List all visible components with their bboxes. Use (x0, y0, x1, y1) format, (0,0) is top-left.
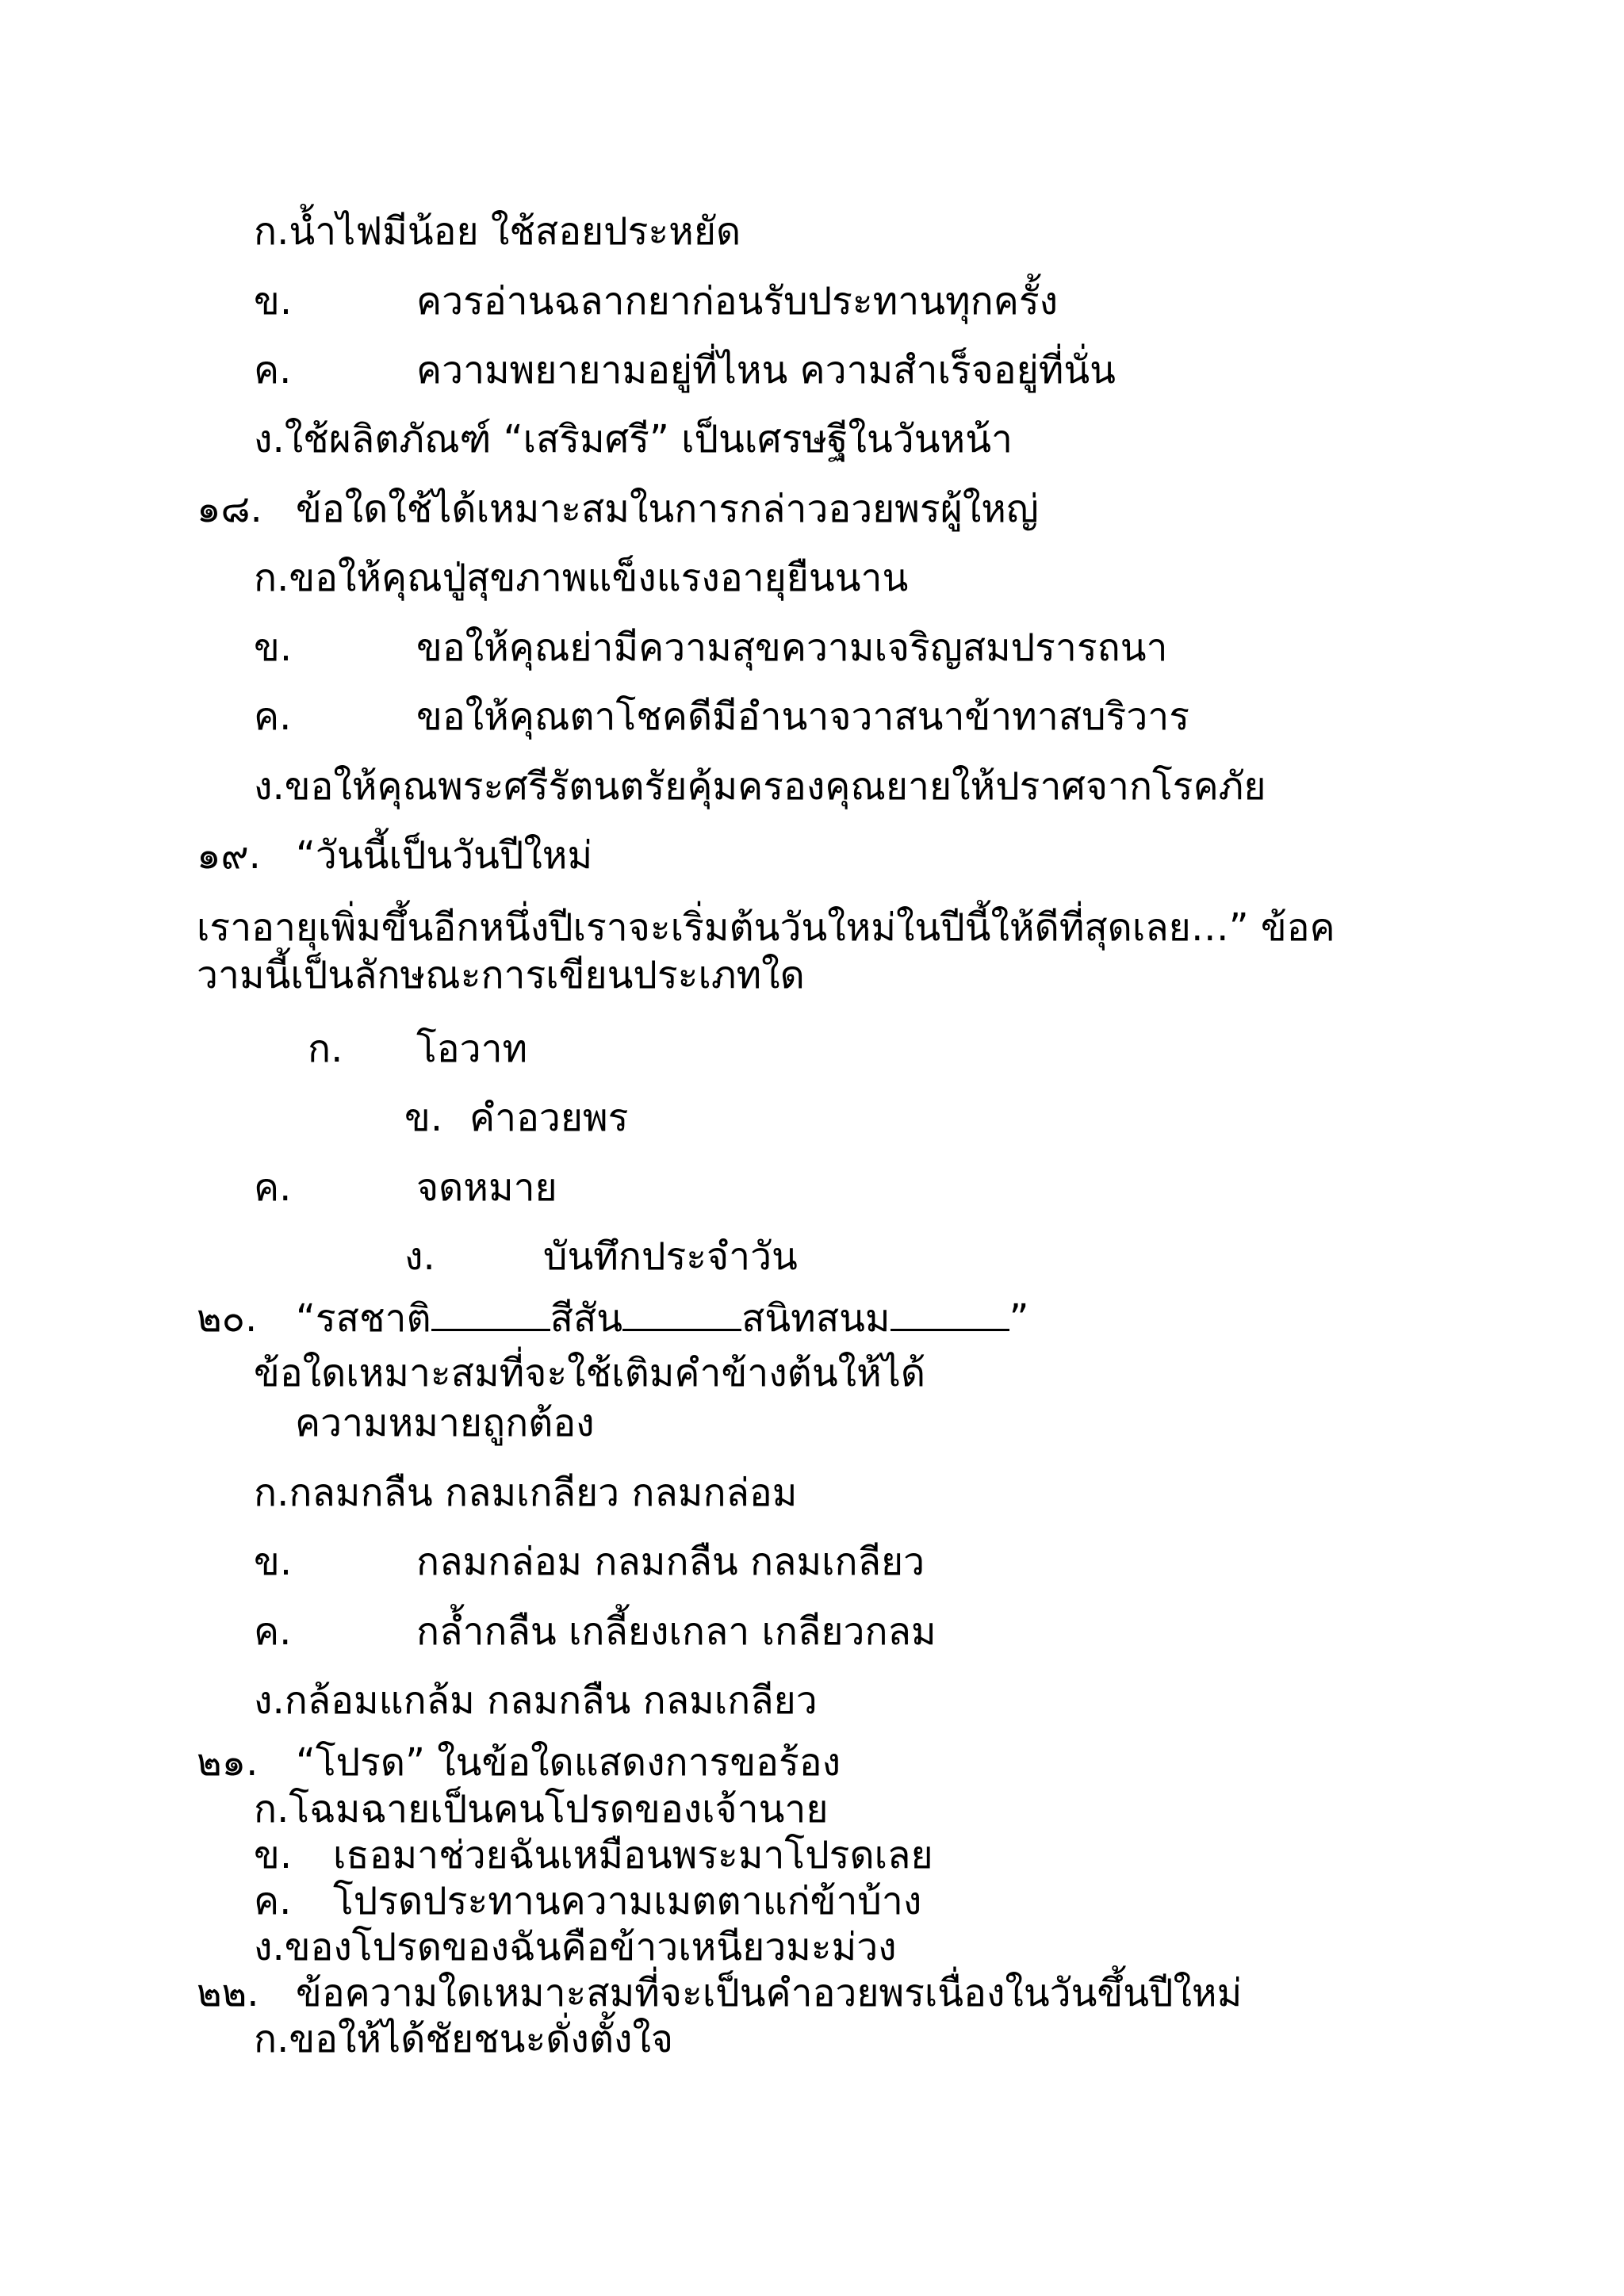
option-label: ก. (254, 556, 289, 600)
option-text: ของโปรดของฉันคือข้าวเหนียวมะม่วง (284, 1925, 897, 1969)
option-label: ก. (308, 1027, 343, 1071)
option-text: ควรอ่านฉลากยาก่อนรับประทานทุกครั้ง (416, 279, 1059, 323)
question-text: ความหมายถูกต้อง (295, 1401, 595, 1445)
option-text: ขอให้คุณปู่สุขภาพแข็งแรงอายุยืนนาน (289, 556, 909, 600)
question-segment: สนิทสนม (741, 1296, 891, 1341)
option-label: ข. (254, 1833, 293, 1877)
q20-option-b (254, 1538, 925, 1586)
q19-question-line2 (197, 904, 1335, 951)
option-label: ง. (254, 417, 285, 461)
question-number: ๑๙. (197, 833, 261, 878)
option-label: ง. (254, 1678, 285, 1723)
q20-question-line3 (295, 1399, 595, 1447)
question-text: วามนี้เป็นลักษณะการเขียนประเภทใด (197, 953, 805, 997)
q20-option-a (254, 1469, 797, 1517)
option-text: ขอให้ได้ชัยชนะดั่งตั้งใจ (289, 2017, 674, 2061)
q22-option-a (254, 2015, 673, 2063)
question-number: ๒๒. (197, 1971, 259, 2015)
option-label: ง. (404, 1234, 435, 1279)
option-label: ง. (254, 764, 285, 809)
option-label: ก. (254, 1471, 289, 1515)
question-text: “วันนี้เป็นวันปีใหม่ (296, 833, 593, 878)
q20-question-line2 (254, 1349, 925, 1397)
q19-option-a (308, 1025, 527, 1073)
option-label: ข. (404, 1096, 443, 1140)
option-label: ค. (254, 1609, 292, 1654)
option-text: กลมกล่อม กลมกลืน กลมเกลียว (416, 1540, 925, 1584)
q19-question-line3 (197, 951, 805, 999)
question-text: เราอายุเพิ่มขึ้นอีกหนึ่งปีเราจะเริ่มต้นวันใหม่ในปีนี้ให้ดีที่สุดเลย…” ข้อค (197, 905, 1335, 950)
option-text: น้ำไฟมีน้อย ใช้สอยประหยัด (289, 209, 741, 254)
option-label: ค. (254, 1165, 292, 1210)
question-segment: ” (1009, 1296, 1029, 1341)
question-text: “โปรด” ในข้อใดแสดงการขอร้อง (296, 1740, 841, 1785)
option-label: ค. (254, 348, 292, 392)
q17-option-b (254, 277, 1058, 325)
option-text: โอวาท (416, 1027, 528, 1071)
option-label: ข. (254, 279, 293, 323)
q19-option-d (404, 1233, 798, 1280)
q17-option-c (254, 346, 1116, 394)
option-label: ก. (254, 1787, 289, 1831)
q19-option-b (404, 1094, 628, 1142)
q18-question (197, 485, 1039, 533)
q22-question (197, 1969, 1242, 2017)
option-text: บันทึกประจำวัน (543, 1234, 798, 1279)
option-label: ข. (254, 1540, 293, 1584)
option-label: ก. (254, 209, 289, 254)
option-text: โฉมฉายเป็นคนโปรดของเจ้านาย (289, 1787, 829, 1831)
q20-option-d (254, 1677, 818, 1724)
q19-question-line1 (197, 832, 592, 879)
fill-blank-3 (891, 1294, 1009, 1331)
option-text: ขอให้คุณตาโชคดีมีอำนาจวาสนาข้าทาสบริวาร (416, 695, 1189, 739)
q18-option-b (254, 624, 1167, 672)
question-segment: “รสชาติ (296, 1296, 431, 1341)
q20-option-c (254, 1608, 936, 1655)
option-text: กล้ำกลืน เกลี้ยงเกลา เกลียวกลม (416, 1609, 936, 1654)
q21-option-d (254, 1923, 897, 1971)
option-label: ค. (254, 1879, 292, 1923)
q21-option-b (254, 1831, 933, 1879)
question-segment: สีสัน (550, 1296, 623, 1341)
option-text: กล้อมแกล้ม กลมกลืน กลมเกลียว (284, 1678, 818, 1723)
q21-question (197, 1739, 841, 1786)
q18-option-a (254, 554, 908, 602)
q19-option-c (254, 1164, 557, 1211)
q18-option-c (254, 693, 1189, 740)
option-text: ขอให้คุณพระศรีรัตนตรัยคุ้มครองคุณยายให้ปราศจากโรคภัย (284, 764, 1266, 809)
question-text: ข้อความใดเหมาะสมที่จะเป็นคำอวยพรเนื่องในวันขึ้นปีใหม่ (296, 1971, 1243, 2015)
option-text: จดหมาย (416, 1165, 557, 1210)
q21-option-a (254, 1785, 828, 1833)
option-text: เธอมาช่วยฉันเหมือนพระมาโปรดเลย (333, 1833, 933, 1877)
q18-option-d (254, 763, 1266, 810)
option-text: กลมกลืน กลมเกลียว กลมกล่อม (289, 1471, 798, 1515)
question-text: ข้อใดเหมาะสมที่จะใช้เติมคำข้างต้นให้ได้ (254, 1351, 926, 1395)
q21-option-c (254, 1877, 921, 1925)
option-label: ก. (254, 2017, 289, 2061)
question-text: ข้อใดใช้ได้เหมาะสมในการกล่าวอวยพรผู้ใหญ่ (296, 487, 1039, 531)
q17-option-d (254, 415, 1013, 463)
option-text: ใช้ผลิตภัณฑ์ “เสริมศรี” เป็นเศรษฐีในวันหน้า (284, 417, 1013, 461)
fill-blank-1 (431, 1294, 550, 1331)
q20-question-line1 (197, 1294, 1028, 1342)
question-number: ๒๑. (197, 1740, 259, 1785)
fill-blank-2 (622, 1294, 741, 1331)
option-text: คำอวยพร (469, 1096, 629, 1140)
question-number: ๒๐. (197, 1296, 258, 1341)
option-text: โปรดประทานความเมตตาแก่ข้าบ้าง (333, 1879, 922, 1923)
option-text: ขอให้คุณย่ามีความสุขความเจริญสมปรารถนา (416, 626, 1168, 670)
question-number: ๑๘. (197, 487, 262, 531)
option-label: ค. (254, 695, 292, 739)
option-text: ความพยายามอยู่ที่ไหน ความสำเร็จอยู่ที่นั่น (416, 348, 1116, 392)
option-label: ง. (254, 1925, 285, 1969)
option-label: ข. (254, 626, 293, 670)
q17-option-a (254, 208, 741, 255)
